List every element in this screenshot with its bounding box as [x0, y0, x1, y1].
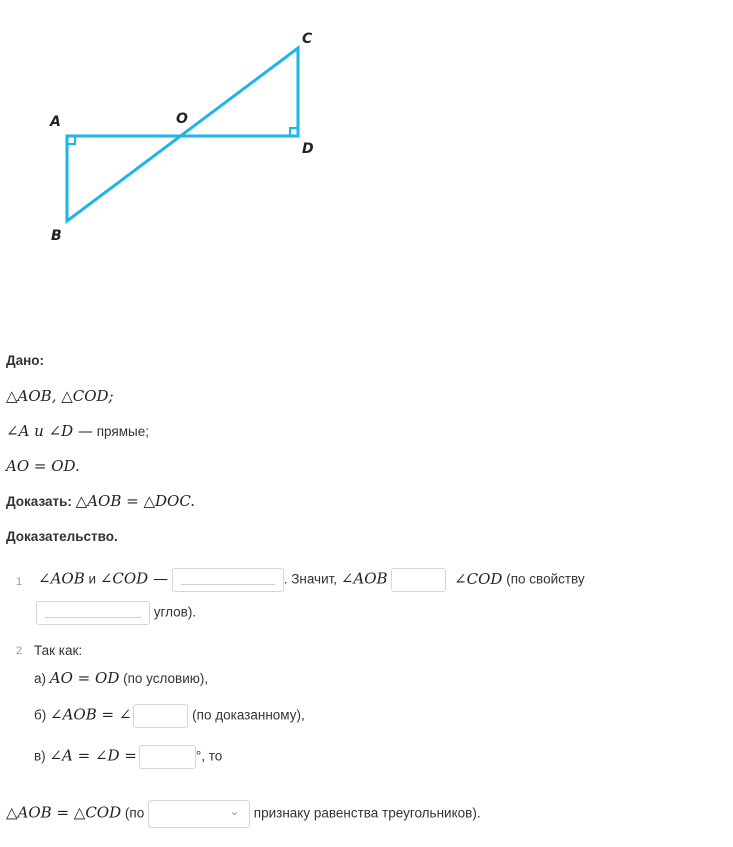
step2-a — [34, 669, 208, 687]
step1-angle-aob: ∠AOB — [38, 569, 85, 588]
point-label-b: B — [51, 228, 62, 244]
point-label-a: A — [50, 114, 61, 130]
conclusion-line — [6, 800, 481, 828]
step2-a-text: (по условию), — [123, 671, 209, 686]
given-right-angles — [6, 422, 149, 440]
given-equality — [6, 457, 80, 475]
step-1-line-2 — [36, 601, 196, 625]
point-label-c: C — [302, 31, 313, 47]
step1-relation-input[interactable] — [391, 568, 446, 592]
geometry-figure — [0, 0, 360, 260]
proof-heading: Доказательство. — [6, 529, 118, 544]
prove-label: Доказать: — [6, 494, 72, 509]
step2-since: Так как: — [34, 643, 83, 658]
step2-c-label: в) — [34, 748, 46, 764]
step1-angle-cod-2: ∠COD — [454, 569, 503, 588]
point-label-d: D — [302, 141, 314, 157]
chevron-down-icon: ⌄ — [229, 806, 239, 818]
step2-b — [34, 704, 305, 728]
step-number-1: 1 — [16, 576, 23, 588]
step1-and: и — [88, 571, 97, 587]
step1-angle-type-input[interactable] — [172, 568, 284, 592]
step2-a-label: а) — [34, 671, 47, 686]
step1-therefore: . Значит, — [283, 571, 338, 587]
step2-b-math: ∠AOB = ∠ — [50, 705, 132, 724]
step2-degree-input[interactable] — [139, 745, 196, 769]
step2-angle-input[interactable] — [133, 704, 188, 728]
step1-angle-cod: ∠COD — — [99, 569, 168, 588]
triangle-aob-cod-outline — [67, 48, 298, 221]
step2-c-text: °, то — [195, 748, 223, 764]
given-heading: Дано: — [6, 353, 45, 368]
step2-c-math: ∠A = ∠D = — [49, 746, 137, 765]
given-angles-text: прямые; — [96, 424, 149, 439]
criterion-select[interactable] — [148, 800, 250, 828]
step2-c — [34, 745, 222, 769]
conclusion-prefix: (по — [124, 805, 145, 821]
point-label-o: O — [176, 111, 188, 127]
step1-property-input[interactable] — [36, 601, 150, 625]
step-number-2: 2 — [16, 645, 23, 657]
step2-b-label: б) — [34, 707, 47, 723]
conclusion-suffix: признаку равенства треугольников). — [253, 805, 481, 821]
given-angles-math: ∠A и ∠D — — [6, 422, 93, 440]
given-triangles — [6, 387, 114, 405]
prove-statement — [6, 492, 195, 510]
step1-ending: углов). — [153, 604, 197, 620]
step2-b-text: (по доказанному), — [192, 707, 305, 723]
given-equality-math: AO = OD. — [6, 457, 80, 475]
conclusion-math: △AOB = △COD — [6, 803, 122, 822]
given-triangles-math: △AOB, △COD; — [6, 387, 114, 405]
step2-a-math: AO = OD — [49, 669, 120, 687]
step-1-line-1 — [38, 568, 585, 592]
step1-property: (по свойству — [506, 571, 585, 587]
step1-angle-aob-2: ∠AOB — [340, 569, 388, 588]
prove-math: △AOB = △DOC. — [75, 492, 196, 510]
